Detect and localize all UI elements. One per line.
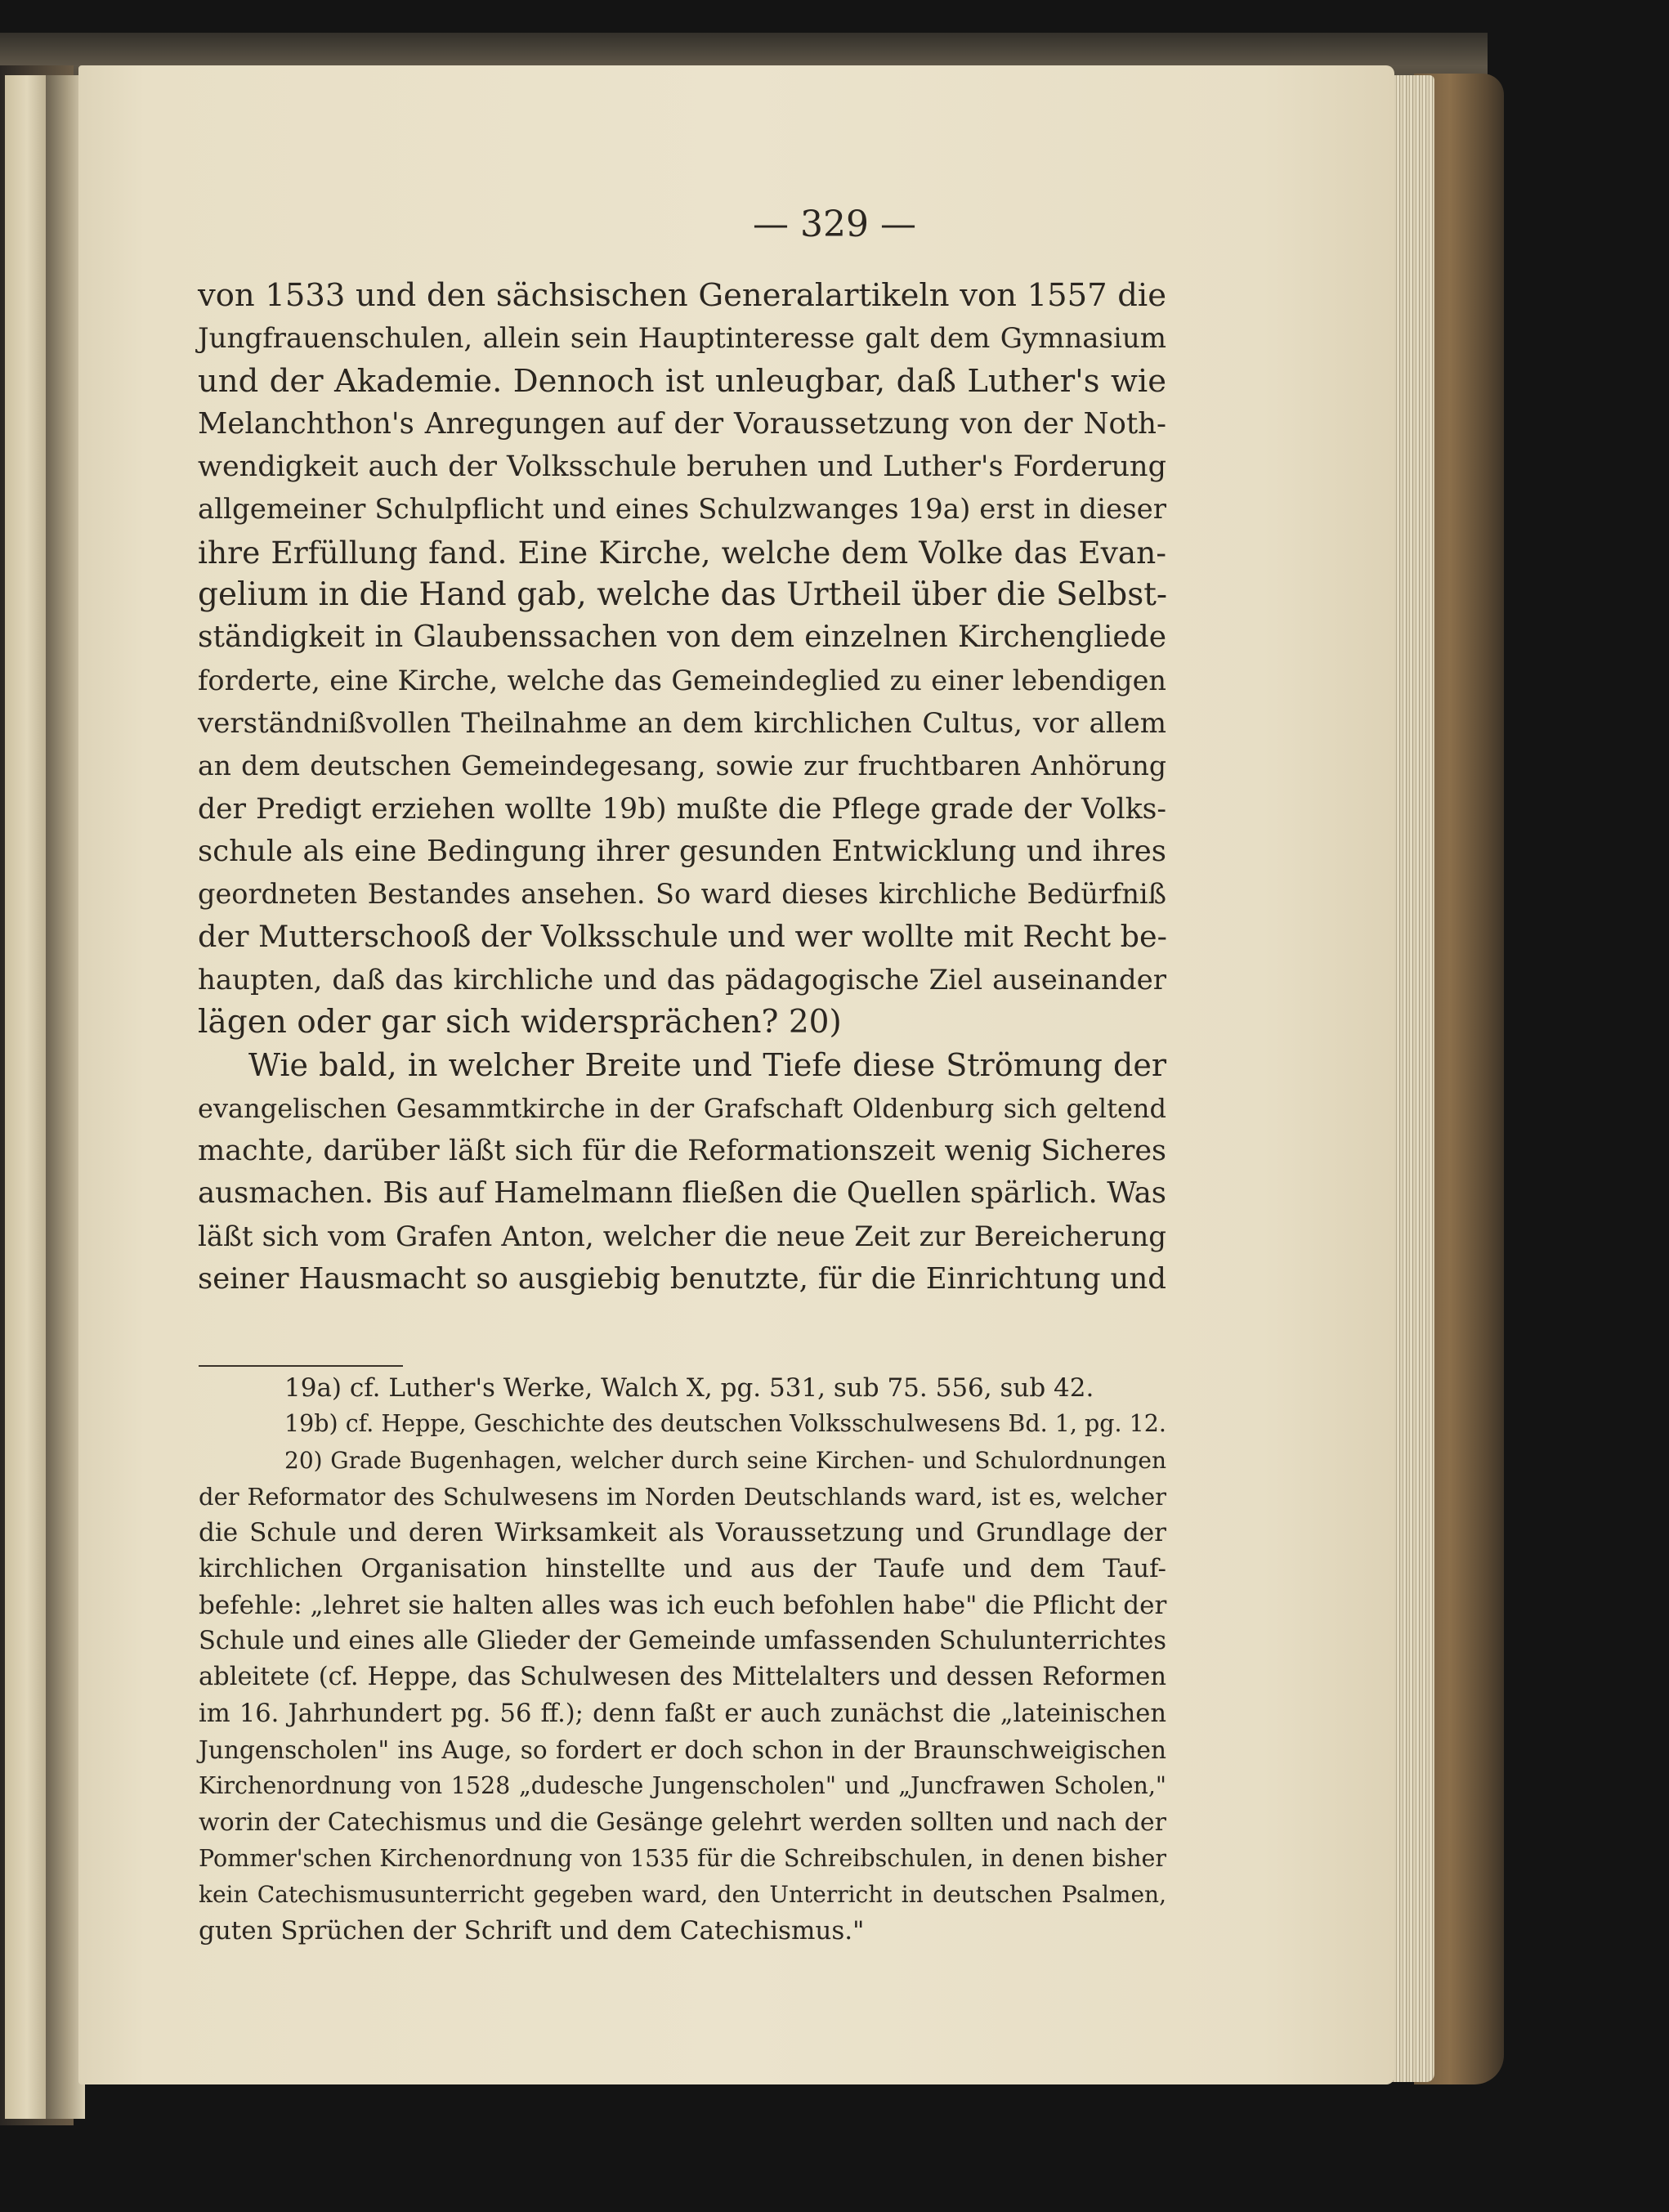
body-line: machte, darüber läßt sich für die Reformationszeit wenig Sicheres (198, 1134, 1166, 1167)
body-line: schule als eine Bedingung ihrer gesunden Entwicklung und ihres (198, 834, 1166, 868)
body-line: forderte, eine Kirche, welche das Gemeindeglied zu einer lebendigen (198, 664, 1166, 696)
body-line: evangelischen Gesammtkirche in der Grafschaft Oldenburg sich geltend (198, 1092, 1166, 1124)
body-line: ständigkeit in Glaubenssachen von dem einzelnen Kirchengliede (198, 620, 1166, 655)
footnote-line: ableitete (cf. Heppe, das Schulwesen des Mittelalters und dessen Reformen (199, 1663, 1166, 1692)
body-line: Wie bald, in welcher Breite und Tiefe diese Strömung der (248, 1047, 1166, 1084)
body-line: seiner Hausmacht so ausgiebig benutzte, für die Einrichtung und (198, 1261, 1166, 1296)
body-line: an dem deutschen Gemeindegesang, sowie zur fruchtbaren Anhörung (198, 750, 1166, 782)
footnote-line: kirchlichen Organisation hinstellte und aus der Taufe und dem Tauf- (199, 1554, 1166, 1584)
body-line: und der Akademie. Dennoch ist unleugbar, daß Luther's wie (198, 362, 1166, 400)
body-line: läßt sich vom Grafen Anton, welcher die neue Zeit zur Bereicherung (198, 1220, 1166, 1253)
footnote-line: guten Sprüchen der Schrift und dem Catechismus." (199, 1916, 865, 1946)
footnote-line: befehle: „lehret sie halten alles was ich euch befohlen habe" die Pflicht der (199, 1590, 1167, 1620)
body-line: gelium in die Hand gab, welche das Urtheil über die Selbst- (198, 576, 1168, 614)
footnote-line: kein Catechismusunterricht gegeben ward, den Unterricht in deutschen Psalmen, (199, 1881, 1166, 1909)
body-text (198, 275, 1166, 1301)
footnote-line: 19a) cf. Luther's Werke, Walch X, pg. 531, sub 75. 556, sub 42. (284, 1373, 1094, 1403)
body-line: lägen oder gar sich widersprächen? 20) (198, 1004, 842, 1041)
footnote-line: 19b) cf. Heppe, Geschichte des deutschen Volksschulwesens Bd. 1, pg. 12. (284, 1410, 1166, 1438)
body-line: Melanchthon's Anregungen auf der Voraussetzung von der Noth- (198, 406, 1166, 441)
footnote-line: im 16. Jahrhundert pg. 56 ff.); denn faßt er auch zunächst die „lateinischen (199, 1699, 1166, 1728)
footnote-line: die Schule und deren Wirksamkeit als Voraussetzung und Grundlage der (199, 1518, 1166, 1548)
body-line: verständnißvollen Theilnahme an dem kirchlichen Cultus, vor allem (198, 706, 1166, 740)
running-head: — 329 — (753, 204, 916, 245)
footnote-line: Jungenscholen" ins Auge, so fordert er doch schon in der Braunschweigischen (199, 1735, 1166, 1764)
footnote-rule (199, 1365, 403, 1367)
footnote-line: Kirchenordnung von 1528 „dudesche Jungenscholen" und „Juncfrawen Scholen," (199, 1772, 1166, 1800)
body-line: der Predigt erziehen wollte 19b) mußte die Pflege grade der Volks- (198, 792, 1166, 826)
body-line: allgemeiner Schulpflicht und eines Schulzwanges 19a) erst in dieser (198, 493, 1166, 526)
body-line: Jungfrauenschulen, allein sein Hauptinteresse galt dem Gymnasium (198, 322, 1166, 356)
footnote-line: der Reformator des Schulwesens im Norden Deutschlands ward, ist es, welcher (199, 1482, 1166, 1511)
footnote-line: 20) Grade Bugenhagen, welcher durch seine Kirchen- und Schulordnungen (284, 1446, 1166, 1474)
body-line: wendigkeit auch der Volksschule beruhen und Luther's Forderung (198, 450, 1166, 484)
body-line: ausmachen. Bis auf Hamelmann fließen die Quellen spärlich. Was (198, 1176, 1166, 1211)
body-line: ihre Erfüllung fand. Eine Kirche, welche dem Volke das Evan- (198, 534, 1166, 571)
body-line: haupten, daß das kirchliche und das pädagogische Ziel auseinander (198, 963, 1166, 996)
footnote-line: worin der Catechismus und die Gesänge gelehrt werden sollten und nach der (199, 1807, 1166, 1837)
footnotes (199, 1370, 1166, 1950)
body-line: geordneten Bestandes ansehen. So ward dieses kirchliche Bedürfniß (198, 878, 1166, 911)
body-line: der Mutterschooß der Volksschule und wer wollte mit Recht be- (198, 919, 1167, 955)
footnote-line: Schule und eines alle Glieder der Gemeinde umfassenden Schulunterrichtes (199, 1627, 1166, 1656)
body-line: von 1533 und den sächsischen Generalartikeln von 1557 die (198, 277, 1166, 314)
footnote-line: Pommer'schen Kirchenordnung von 1535 für die Schreibschulen, in denen bisher (199, 1844, 1166, 1872)
